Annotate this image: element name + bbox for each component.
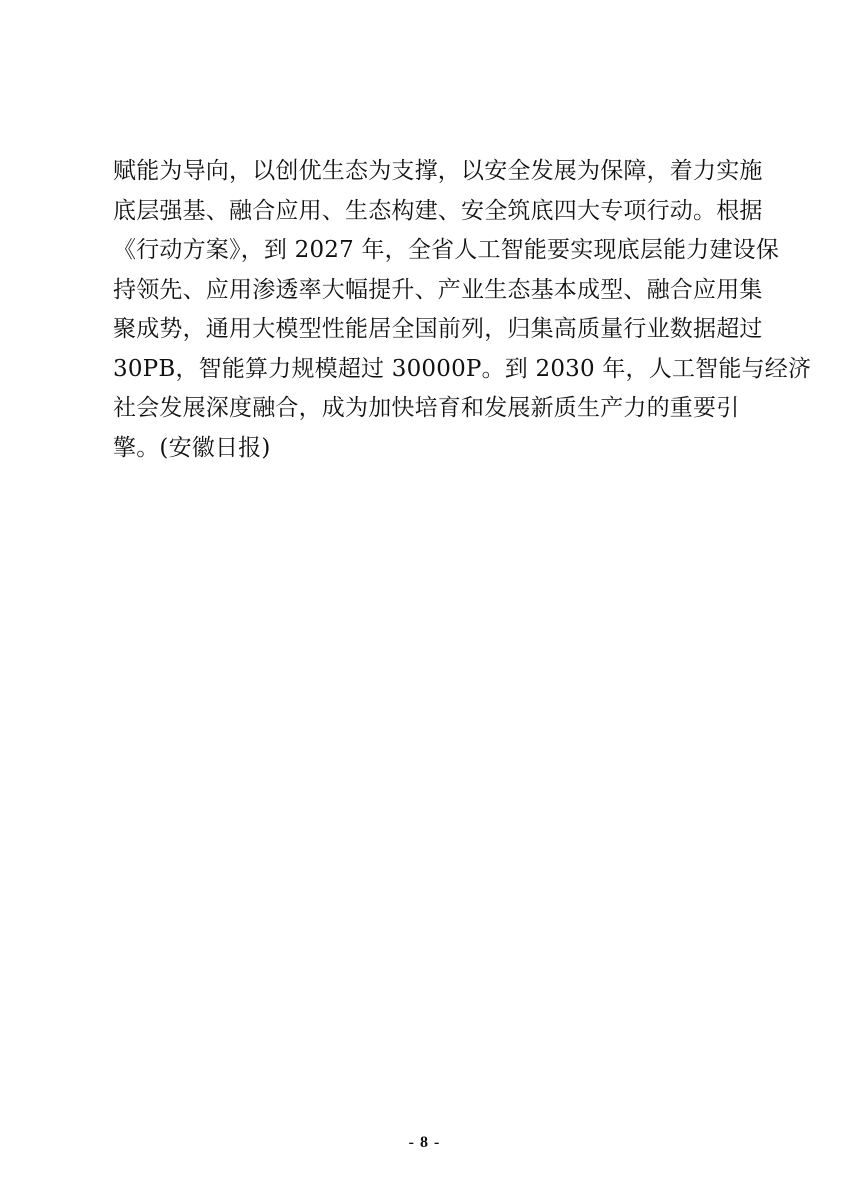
paragraph-line: 擎。(安徽日报) bbox=[113, 434, 271, 461]
paragraph-line: 底层强基、融合应用、生态构建、安全筑底四大专项行动。根据 bbox=[113, 197, 763, 224]
paragraph-line: 赋能为导向，以创优生态为支撑，以安全发展为保障，着力实施 bbox=[113, 158, 763, 184]
paragraph-line: 持领先、应用渗透率大幅提升、产业生态基本成型、融合应用集 bbox=[113, 276, 763, 303]
page-number: - 8 - bbox=[408, 1134, 441, 1151]
body-paragraph bbox=[113, 152, 812, 468]
paragraph-line: 30PB，智能算力规模超过 30000P。到 2030 年，人工智能与经济 bbox=[113, 355, 812, 382]
paragraph-line: 聚成势，通用大模型性能居全国前列，归集高质量行业数据超过 bbox=[113, 316, 763, 342]
paragraph-line: 社会发展深度融合，成为加快培育和发展新质生产力的重要引 bbox=[113, 395, 740, 421]
paragraph-line: 《行动方案》，到 2027 年，全省人工智能要实现底层能力建设保 bbox=[113, 237, 780, 263]
